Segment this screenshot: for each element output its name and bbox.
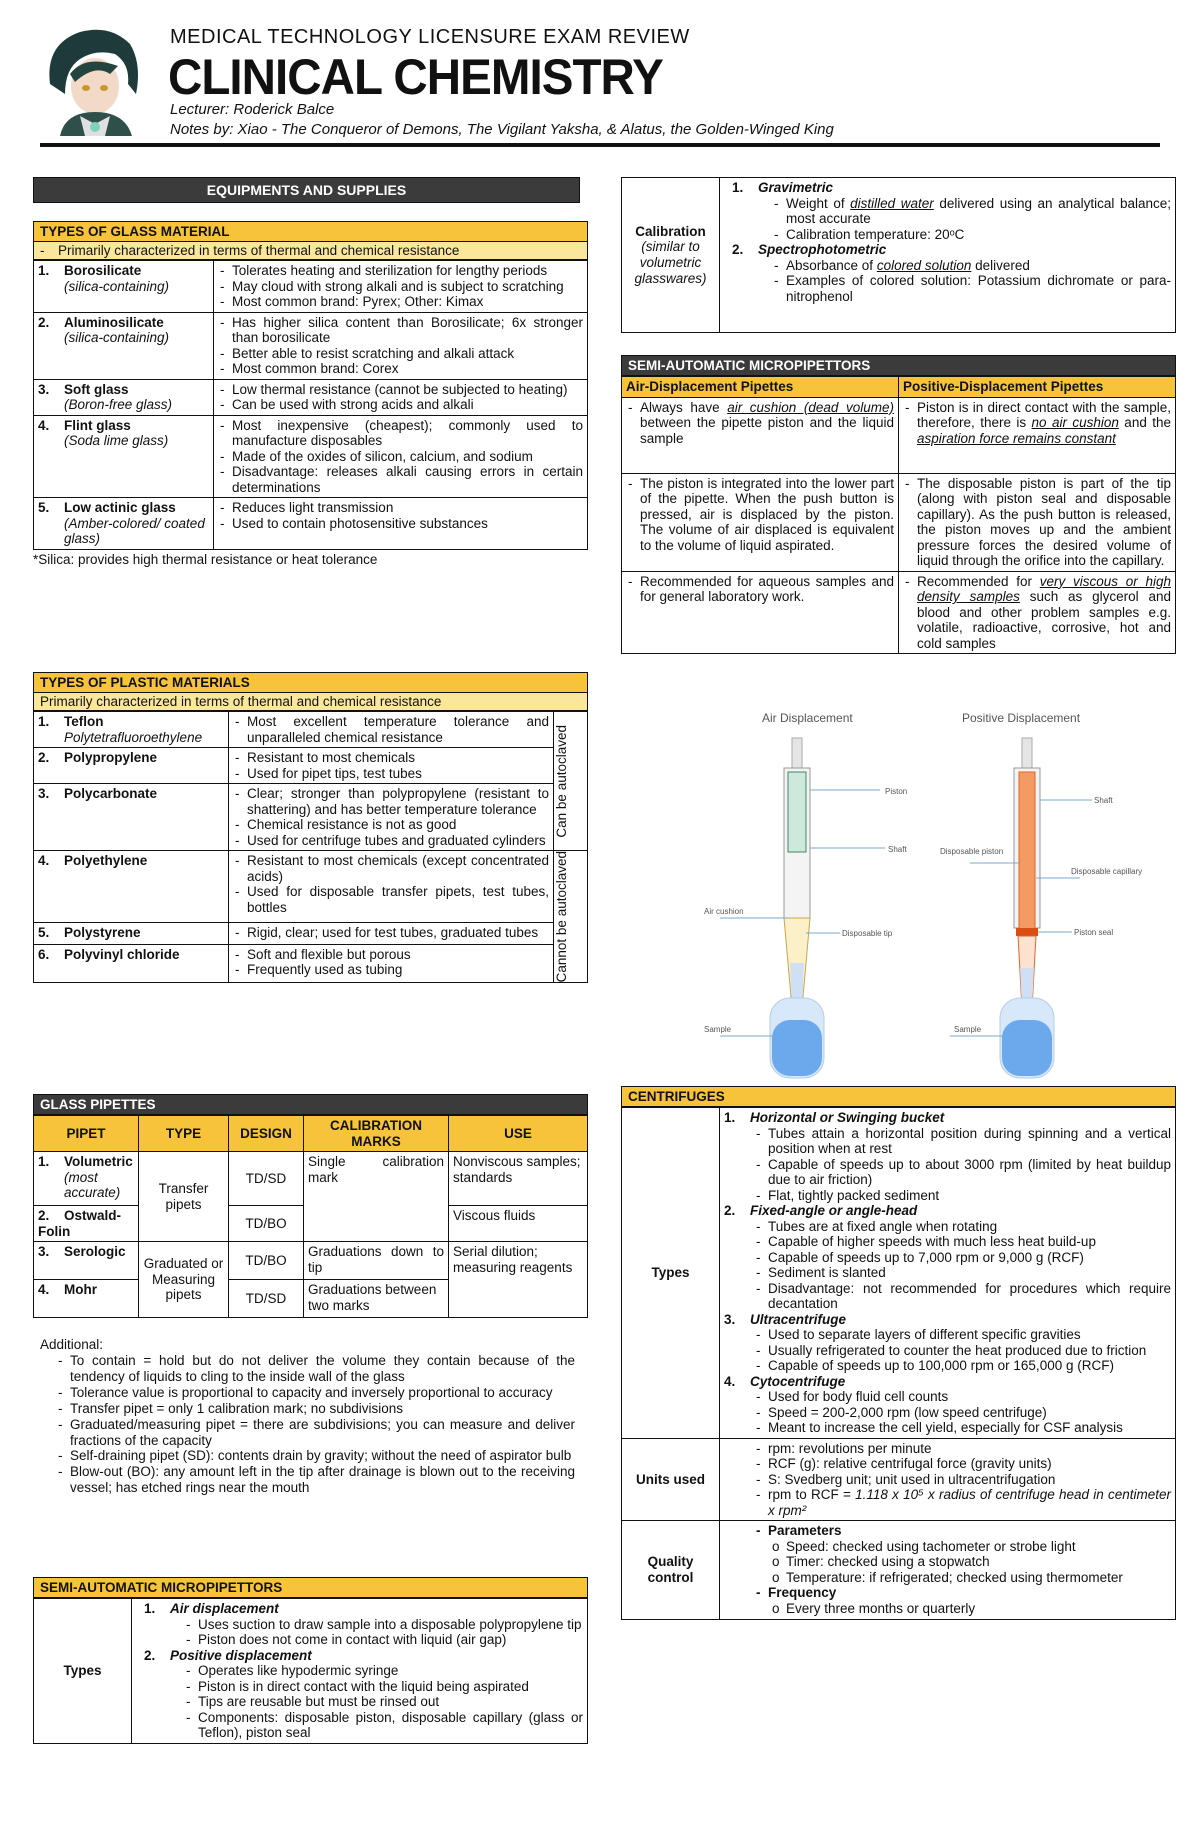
list-item: - rpm: revolutions per minute	[768, 1441, 1171, 1457]
table-row: 2. Ostwald-Folin TD/BO Viscous fluids	[34, 1206, 588, 1242]
glass-footnote: *Silica: provides high thermal resistance or heat tolerance	[33, 551, 378, 567]
table-row: 5. Low actinic glass (Amber-colored/ coated glass) - Reduces light transmission - Used to contain photosensitive substances	[34, 498, 588, 550]
plastic-material-section	[33, 672, 588, 983]
list-item: - May cloud with strong alkali and is subject to scratching	[232, 279, 583, 295]
glass-title: TYPES OF GLASS MATERIAL	[33, 221, 588, 242]
list-item: o Every three months or quarterly	[786, 1601, 1171, 1617]
lecturer-avatar	[40, 24, 146, 136]
list-item: - Chemical resistance is not as good	[247, 817, 549, 833]
additional-label: Additional:	[40, 1337, 104, 1352]
table-row: 3. Soft glass (Boron-free glass) - Low thermal resistance (cannot be subjected to heating) - Can be used with strong acids and alkali	[34, 379, 588, 415]
can-autoclave-label: Can be autoclaved	[554, 724, 569, 838]
glass-subtitle: Primarily characterized in terms of thermal and chemical resistance	[58, 243, 460, 258]
table-row: 1. Teflon Polytetrafluoroethylene - Most excellent temperature tolerance and unparalleled chemical resistance Can be autoclaved	[34, 712, 588, 748]
calibration-label: Calibration	[635, 223, 706, 239]
list-item: - Can be used with strong acids and alkali	[232, 397, 583, 413]
list-item: - Used to contain photosensitive substances	[232, 516, 583, 532]
table-row: - Recommended for aqueous samples and for general laboratory work. - Recommended for very viscous or high density samples such as glycerol and blood and other problem samples e.g. volatile, radioactive, corrosive, hot and cold samples	[622, 571, 1176, 654]
semi-auto-left-section	[33, 1577, 588, 1744]
list-item: - Blow-out (BO): any amount left in the tip after drainage is blown out to the receiving vessel; has etched rings near the mouth	[70, 1464, 575, 1496]
plastic-table	[33, 711, 588, 983]
pipette-diagram	[700, 708, 1143, 1078]
list-item: - Capable of speeds up to about 3000 rpm (limited by heat buildup due to air friction)	[768, 1157, 1171, 1188]
list-item: o Temperature: if refrigerated; checked using thermometer	[786, 1570, 1171, 1586]
list-item: - Frequently used as tubing	[247, 962, 549, 978]
list-item: - Most inexpensive (cheapest); commonly used to manufacture disposables	[232, 418, 583, 449]
table-row: 1. Volumetric (most accurate) Transfer pipets TD/SD Single calibration mark Nonviscous samples; standards	[34, 1152, 588, 1206]
list-item: - Usually refrigerated to counter the heat produced due to friction	[768, 1343, 1171, 1359]
table-row: 1. Borosilicate (silica-containing) - Tolerates heating and sterilization for lengthy periods - May cloud with strong alkali and is subject to scratching - Most common brand: Pyrex; Other: Kimax	[34, 261, 588, 313]
glass-pipettes-section	[33, 1094, 588, 1318]
label-air-cushion: Air cushion	[704, 907, 744, 916]
table-row: 4. Polyethylene - Resistant to most chemicals (except concentrated acids) - Used for disposable transfer pipets, test tubes, bottles Cannot be autoclaved	[34, 851, 588, 923]
pipettes-header: USE	[449, 1116, 588, 1152]
label-sample: Sample	[704, 1025, 732, 1034]
list-item: - Tolerance value is proportional to capacity and inversely proportional to accuracy	[70, 1385, 575, 1401]
list-item: - Operates like hypodermic syringe	[198, 1663, 583, 1679]
table-row: - Always have air cushion (dead volume) between the pipette piston and the liquid sample - Piston is in direct contact with the sample, therefore, there is no air cushion and the aspiration force remains constant	[622, 397, 1176, 473]
semi-left-types-label: Types	[34, 1599, 132, 1744]
semi-right-table	[621, 376, 1176, 654]
list-item: - Soft and flexible but porous	[247, 947, 549, 963]
list-item: - Tubes are at fixed angle when rotating	[768, 1219, 1171, 1235]
label-disposable-capillary: Disposable capillary	[1071, 867, 1143, 876]
col-air-displacement: Air-Displacement Pipettes	[622, 377, 899, 398]
semi-left-title: SEMI-AUTOMATIC MICROPIPETTORS	[33, 1577, 588, 1598]
list-item: - Uses suction to draw sample into a disposable polypropylene tip	[198, 1617, 583, 1633]
list-item: - Has higher silica content than Borosilicate; 6x stronger than borosilicate	[232, 315, 583, 346]
table-row: 5. Polystyrene - Rigid, clear; used for test tubes, graduated tubes	[34, 922, 588, 944]
pipettes-title: GLASS PIPETTES	[33, 1094, 588, 1115]
additional-notes	[40, 1337, 575, 1496]
list-item: - Sediment is slanted	[768, 1265, 1171, 1281]
equipments-title: EQUIPMENTS AND SUPPLIES	[33, 177, 580, 203]
label-piston-seal: Piston seal	[1074, 928, 1114, 937]
plastic-subtitle: Primarily characterized in terms of thermal and chemical resistance	[33, 693, 588, 711]
list-item: - Made of the oxides of silicon, calcium, and sodium	[232, 449, 583, 465]
list-item: - Capable of speeds up to 7,000 rpm or 9,000 g (RCF)	[768, 1250, 1171, 1266]
glass-table	[33, 260, 588, 550]
calibration-section: Calibration (similar to volumetric glasswares) 1. Gravimetric - Weight of distilled water delivered using an analytical balance; most accurate - Calibration temperature: 20ᵒC 2. Spectrophotometric - Absorbance of colored solution delivered - Examples of colored solution: Potassium dichromate or para-nitrophenol	[621, 177, 1176, 333]
list-item: - Components: disposable piston, disposable capillary (glass or Teflon), piston seal	[198, 1710, 583, 1741]
table-row: Units used - rpm: revolutions per minute - RCF (g): relative centrifugal force (gravity units) - S: Svedberg unit; unit used in ultracentrifugation - rpm to RCF = 1.118 x 10⁵ x radius of centrifuge head in centimeter x rpm²	[622, 1438, 1176, 1521]
semi-auto-right-section	[621, 355, 1176, 654]
cannot-autoclave-label: Cannot be autoclaved	[554, 851, 569, 983]
list-item: - Speed = 200-2,000 rpm (low speed centrifuge)	[768, 1405, 1171, 1421]
list-item: - Clear; stronger than polypropylene (resistant to shattering) and has better temperature tolerance	[247, 786, 549, 817]
list-item: - Most common brand: Pyrex; Other: Kimax	[232, 294, 583, 310]
list-item: - Meant to increase the cell yield, especially for CSF analysis	[768, 1420, 1171, 1436]
list-item: - Transfer pipet = only 1 calibration mark; no subdivisions	[70, 1401, 575, 1417]
list-item: - Graduated/measuring pipet = there are subdivisions; you can measure and deliver fractions of the capacity	[70, 1417, 575, 1449]
table-row: - The piston is integrated into the lower part of the pipette. When the push button is pressed, air is displaced by the piston. The volume of air displaced is equivalent to the volume of liquid aspirated. - The disposable piston is part of the tip (along with piston seal and disposable capillary). As the push button is released, the piston moves up and the ambient pressure forces the desired volume of liquid through the orifice into the capillary.	[622, 473, 1176, 571]
table-row: 4. Flint glass (Soda lime glass) - Most inexpensive (cheapest); commonly used to manufacture disposables - Made of the oxides of silicon, calcium, and sodium - Disadvantage: releases alkali causing errors in certain determinations	[34, 415, 588, 498]
list-item: - Resistant to most chemicals (except concentrated acids)	[247, 853, 549, 884]
semi-left-table: Types 1. Air displacement - Uses suction to draw sample into a disposable polypropylene tip - Piston does not come in contact with liquid (air gap) 2. Positive displacement - Operates like hypodermic syringe - Piston is in direct contact with the liquid being aspirated - Tips are reusable but must be rinsed out - Components: disposable piston, disposable capillary (glass or Teflon), piston seal	[33, 1598, 588, 1744]
list-item: - Piston is in direct contact with the liquid being aspirated	[198, 1679, 583, 1695]
list-item: - Low thermal resistance (cannot be subjected to heating)	[232, 382, 583, 398]
label-shaft-2: Shaft	[1094, 796, 1113, 805]
list-item: - Most common brand: Corex	[232, 361, 583, 377]
label-disposable-piston: Disposable piston	[940, 847, 1004, 856]
list-item: - Used for disposable transfer pipets, test tubes, bottles	[247, 884, 549, 915]
list-item: - Most excellent temperature tolerance and unparalleled chemical resistance	[247, 714, 549, 745]
centrifuges-title: CENTRIFUGES	[621, 1086, 1176, 1107]
list-item: - Disadvantage: not recommended for procedures which require decantation	[768, 1281, 1171, 1312]
list-item: - Reduces light transmission	[232, 500, 583, 516]
table-row: Quality control - Parameters o Speed: checked using tachometer or strobe light o Timer: checked using a stopwatch o Temperature: if refrigerated; checked using thermometer - Frequency o Every three months or quarterly	[622, 1521, 1176, 1619]
semi-right-title: SEMI-AUTOMATIC MICROPIPETTORS	[621, 355, 1176, 376]
air-displacement-title: Air Displacement	[762, 711, 853, 725]
list-item: - Capable of speeds up to 100,000 rpm or 165,000 g (RCF)	[768, 1358, 1171, 1374]
table-row: 2. Polypropylene - Resistant to most chemicals - Used for pipet tips, test tubes	[34, 748, 588, 784]
plastic-title: TYPES OF PLASTIC MATERIALS	[33, 672, 588, 693]
table-row: Types 1. Horizontal or Swinging bucket - Tubes attain a horizontal position during spinning and a vertical position when at rest - Capable of speeds up to about 3000 rpm (limited by heat buildup due to air friction) - Flat, tightly packed sediment 2. Fixed-angle or angle-head - Tubes are at fixed angle when rotating - Capable of higher speeds with much less heat build-up - Capable of speeds up to 7,000 rpm or 9,000 g (RCF) - Sediment is slanted - Disadvantage: not recommended for procedures which require decantation 3. Ultracentrifuge - Used to separate layers of different specific gravities - Usually refrigerated to counter the heat produced due to friction - Capable of speeds up to 100,000 rpm or 165,000 g (RCF) 4. Cytocentrifuge - Used for body fluid cell counts - Speed = 200-2,000 rpm (low speed centrifuge) - Meant to increase the cell yield, especially for CSF analysis	[622, 1108, 1176, 1439]
list-item: - Used for body fluid cell counts	[768, 1389, 1171, 1405]
table-row: 2. Aluminosilicate (silica-containing) - Has higher silica content than Borosilicate; 6x stronger than borosilicate - Better able to resist scratching and alkali attack - Most common brand: Corex	[34, 312, 588, 379]
label-disposable-tip: Disposable tip	[842, 929, 893, 938]
header-subtitle: MEDICAL TECHNOLOGY LICENSURE EXAM REVIEW	[170, 26, 690, 48]
pipettes-header: CALIBRATION MARKS	[304, 1116, 449, 1152]
air-displacement-pipette	[770, 738, 824, 1078]
table-row: 3. Serologic Graduated or Measuring pipets TD/BO Graduations down to tip Serial dilution; measuring reagents	[34, 1242, 588, 1280]
header-notes-by: Notes by: Xiao - The Conqueror of Demons, The Vigilant Yaksha, & Alatus, the Golden-Winged King	[170, 121, 834, 138]
col-positive-displacement: Positive-Displacement Pipettes	[899, 377, 1176, 398]
pipettes-header: DESIGN	[229, 1116, 304, 1152]
glass-material-section: TYPES OF GLASS MATERIAL - Primarily characterized in terms of thermal and chemical resistance 1. Borosilicate (silica-containing) - Tolerates heating and sterilization for lengthy periods - May cloud with strong alkali and is subject to scratching - Most common brand: Pyrex; Other: Kimax 2. Aluminosilicate (silica-containing) - Has higher silica content than Borosilicate; 6x stronger than borosilicate - Better able to resist scratching and alkali attack - Most common brand: Corex 3. Soft glass (Boron-free glass) - Low thermal resistance (cannot be subjected to heating) - Can be used with strong acids and alkali 4. Flint glass (Soda lime glass) - Most inexpensive (cheapest); commonly used to manufacture disposables - Made of the oxides of silicon, calcium, and sodium - Disadvantage: releases alkali causing errors in certain determinations 5. Low actinic glass (Amber-colored/ coated glass) - Reduces light transmission - Used to contain photosensitive substances *Silica: provides high thermal resistance or heat tolerance	[33, 221, 588, 567]
label-shaft: Shaft	[888, 845, 907, 854]
header-lecturer: Lecturer: Roderick Balce	[170, 101, 335, 118]
list-item: o Speed: checked using tachometer or strobe light	[786, 1539, 1171, 1555]
list-item: - Tubes attain a horizontal position during spinning and a vertical position when at rest	[768, 1126, 1171, 1157]
list-item: - Rigid, clear; used for test tubes, graduated tubes	[247, 925, 549, 941]
label-piston: Piston	[885, 787, 908, 796]
list-item: - Better able to resist scratching and alkali attack	[232, 346, 583, 362]
list-item: - Used to separate layers of different specific gravities	[768, 1327, 1171, 1343]
list-item: - Self-draining pipet (SD): contents drain by gravity; without the need of aspirator bulb	[70, 1448, 575, 1464]
table-row: 4. Mohr TD/SD Graduations between two marks	[34, 1280, 588, 1318]
pipettes-table	[33, 1115, 588, 1318]
pipettes-header: PIPET	[34, 1116, 139, 1152]
positive-displacement-title: Positive Displacement	[962, 711, 1081, 725]
list-item: - Piston does not come in contact with liquid (air gap)	[198, 1632, 583, 1648]
list-item: - Flat, tightly packed sediment	[768, 1188, 1171, 1204]
list-item: - Tips are reusable but must be rinsed out	[198, 1694, 583, 1710]
header-title: CLINICAL CHEMISTRY	[168, 49, 663, 105]
positive-displacement-pipette	[1000, 738, 1054, 1078]
header-rule	[40, 143, 1160, 147]
list-item: - Tolerates heating and sterilization for lengthy periods	[232, 263, 583, 279]
list-item: - RCF (g): relative centrifugal force (gravity units)	[768, 1456, 1171, 1472]
list-item: - Disadvantage: releases alkali causing errors in certain determinations	[232, 464, 583, 495]
list-item: o Timer: checked using a stopwatch	[786, 1554, 1171, 1570]
pipettes-header: TYPE	[139, 1116, 229, 1152]
list-item: - Capable of higher speeds with much less heat build-up	[768, 1234, 1171, 1250]
list-item: - S: Svedberg unit; unit used in ultracentrifugation	[768, 1472, 1171, 1488]
list-item: - Used for centrifuge tubes and graduated cylinders	[247, 833, 549, 849]
list-item: - Used for pipet tips, test tubes	[247, 766, 549, 782]
table-row: 6. Polyvinyl chloride - Soft and flexible but porous - Frequently used as tubing	[34, 944, 588, 983]
centrifuges-section	[621, 1086, 1176, 1620]
list-item: - To contain = hold but do not deliver the volume they contain because of the tendency of liquids to cling to the inside wall of the glass	[70, 1353, 575, 1385]
list-item: - Resistant to most chemicals	[247, 750, 549, 766]
label-sample-2: Sample	[954, 1025, 982, 1034]
table-row: 3. Polycarbonate - Clear; stronger than polypropylene (resistant to shattering) and has better temperature tolerance - Chemical resistance is not as good - Used for centrifuge tubes and graduated cylinders	[34, 784, 588, 851]
centrifuges-table	[621, 1107, 1176, 1620]
calibration-sub: (similar to volumetric glasswares)	[634, 239, 707, 286]
